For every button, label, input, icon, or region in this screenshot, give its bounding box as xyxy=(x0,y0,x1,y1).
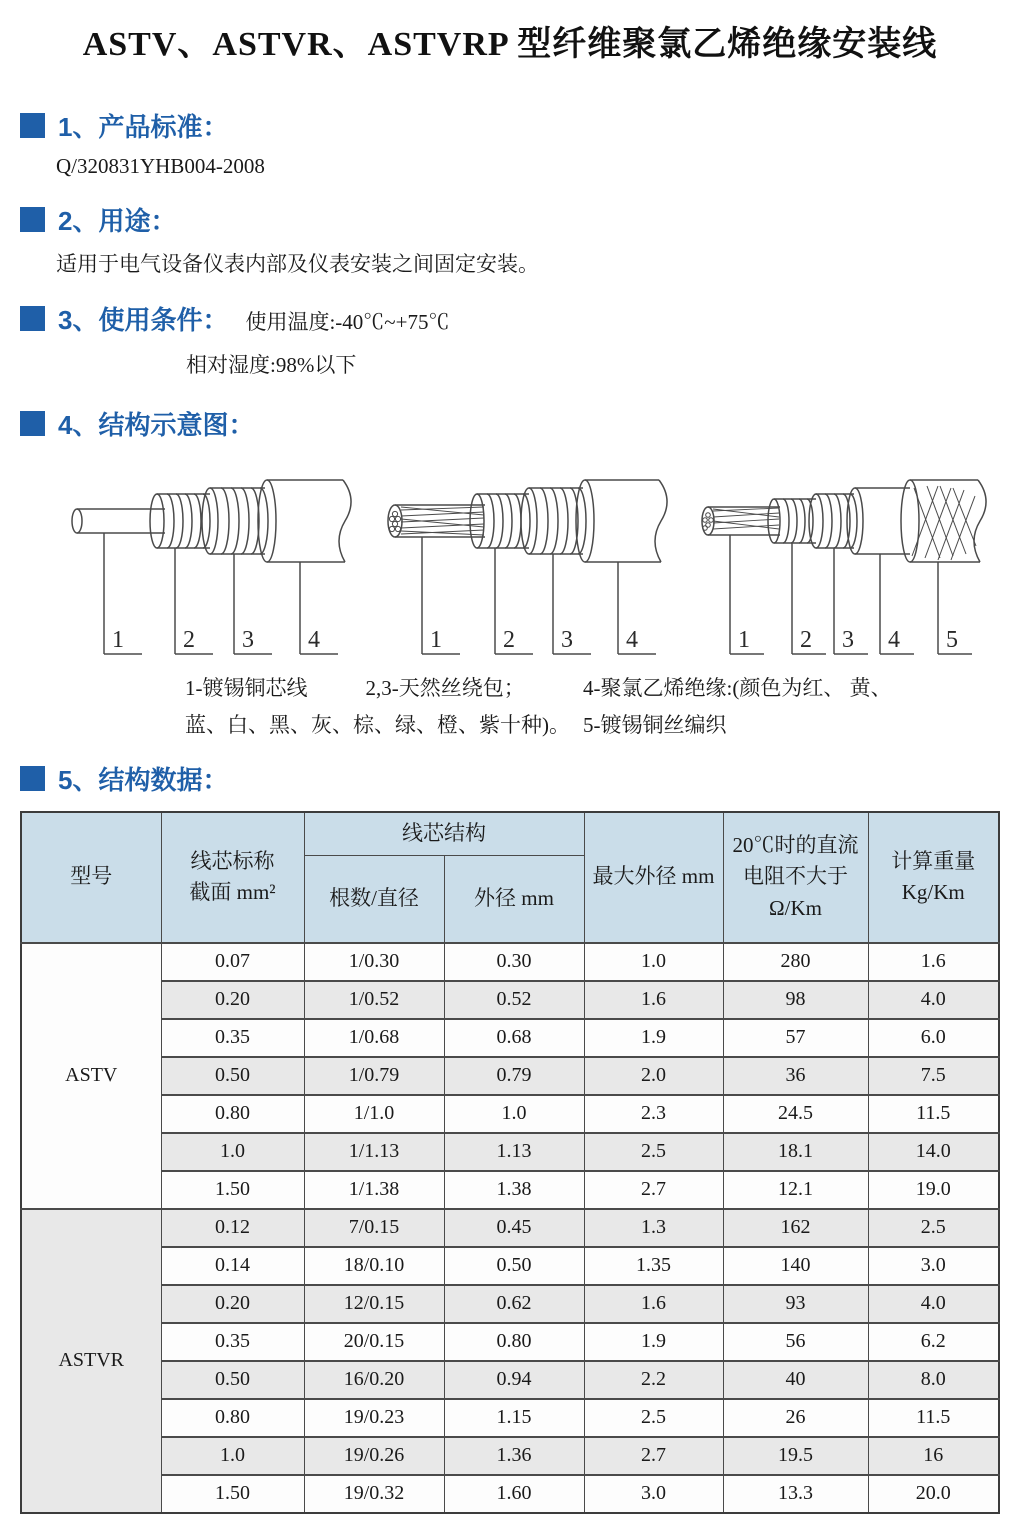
data-cell: 1/0.79 xyxy=(304,1057,444,1095)
caption-colors-cont: 蓝、白、黑、灰、棕、绿、橙、紫十种)。 xyxy=(185,712,570,737)
data-cell: 0.68 xyxy=(444,1019,584,1057)
data-cell: 0.45 xyxy=(444,1209,584,1247)
data-cell: 4.0 xyxy=(868,981,999,1019)
table-row xyxy=(21,943,999,981)
data-cell: 20.0 xyxy=(868,1475,999,1513)
diagram-label: 2 xyxy=(503,627,515,653)
diagram-label: 1 xyxy=(430,627,442,653)
table-row xyxy=(21,1133,999,1171)
data-cell: 1.60 xyxy=(444,1475,584,1513)
section-4-heading xyxy=(20,405,1020,442)
diagram-label: 3 xyxy=(842,627,854,653)
data-cell: 4.0 xyxy=(868,1285,999,1323)
data-cell: 1.0 xyxy=(444,1095,584,1133)
table-header xyxy=(21,812,999,943)
section-5-title: 5、结构数据： xyxy=(58,764,229,795)
data-cell: 1.9 xyxy=(584,1019,723,1057)
usage-text: 适用于电气设备仪表内部及仪表安装之间固定安装。 xyxy=(56,252,539,276)
caption-insulation: 4-聚氯乙烯绝缘:(颜色为红、 黄、 xyxy=(583,676,892,700)
data-cell: 1.9 xyxy=(584,1323,723,1361)
data-cell: 1.3 xyxy=(584,1209,723,1247)
data-cell: 0.20 xyxy=(161,1285,304,1323)
data-cell: 1/1.38 xyxy=(304,1171,444,1209)
diagram-captions xyxy=(185,670,1020,744)
data-cell: 0.35 xyxy=(161,1323,304,1361)
data-cell: 1/1.13 xyxy=(304,1133,444,1171)
data-cell: 1/0.52 xyxy=(304,981,444,1019)
section-3-heading xyxy=(20,300,1020,337)
structure-data-table-wrap xyxy=(20,811,1000,1514)
data-cell: 1/1.0 xyxy=(304,1095,444,1133)
table-row xyxy=(21,1323,999,1361)
data-cell: 3.0 xyxy=(868,1247,999,1285)
header-line: 线芯标称 xyxy=(190,848,275,873)
caption-core: 1-镀锡铜芯线 xyxy=(185,676,308,700)
data-cell: 2.7 xyxy=(584,1437,723,1475)
diagram-label: 2 xyxy=(800,627,812,653)
data-cell: 13.3 xyxy=(723,1475,868,1513)
data-cell: 2.2 xyxy=(584,1361,723,1399)
data-cell: 0.62 xyxy=(444,1285,584,1323)
data-cell: 20/0.15 xyxy=(304,1323,444,1361)
section-1-title: 1、产品标准： xyxy=(58,112,229,142)
header-line: 计算重量 xyxy=(891,848,976,873)
data-cell: 16/0.20 xyxy=(304,1361,444,1399)
data-cell: 7.5 xyxy=(868,1057,999,1095)
data-cell: 6.0 xyxy=(868,1019,999,1057)
product-standard-value: Q/320831YHB004-2008 xyxy=(56,154,265,178)
section-1-heading xyxy=(20,107,1020,144)
model-cell: ASTV xyxy=(21,943,161,1209)
col-header-max-od: 最大外径 mm xyxy=(584,812,723,943)
header-line: 电阻不大于 xyxy=(743,864,848,889)
col-header-core-structure: 线芯结构 xyxy=(304,812,584,856)
data-cell: 0.52 xyxy=(444,981,584,1019)
col-header-model: 型号 xyxy=(21,812,161,943)
cable-diagram-solid-core xyxy=(62,458,358,676)
header-line: 截面 mm² xyxy=(189,880,276,904)
table-row xyxy=(21,1057,999,1095)
data-cell: 12.1 xyxy=(723,1171,868,1209)
table-row xyxy=(21,1171,999,1209)
caption-line xyxy=(185,670,583,707)
caption-left-block xyxy=(185,670,583,744)
data-cell: 0.12 xyxy=(161,1209,304,1247)
data-cell: 1.0 xyxy=(161,1437,304,1475)
structure-data-table xyxy=(20,811,1000,1514)
data-cell: 1.0 xyxy=(161,1133,304,1171)
data-cell: 1.50 xyxy=(161,1475,304,1513)
data-cell: 2.3 xyxy=(584,1095,723,1133)
section-4-title: 4、结构示意图： xyxy=(58,410,255,440)
caption-wrap: 2,3-天然丝绕包； xyxy=(365,676,525,700)
data-cell: 8.0 xyxy=(868,1361,999,1399)
section-bullet-icon xyxy=(20,207,45,232)
data-cell: 1.0 xyxy=(584,943,723,981)
data-cell: 6.2 xyxy=(868,1323,999,1361)
data-cell: 1.50 xyxy=(161,1171,304,1209)
temperature-condition: 使用温度:-40℃~+75℃ xyxy=(245,309,450,334)
data-cell: 0.30 xyxy=(444,943,584,981)
data-cell: 1/0.30 xyxy=(304,943,444,981)
table-row xyxy=(21,1095,999,1133)
data-cell: 1.15 xyxy=(444,1399,584,1437)
page-title: ASTV、ASTVR、ASTVRP 型纤维聚氯乙烯绝缘安装线 xyxy=(82,26,938,63)
structure-diagrams xyxy=(62,458,992,676)
data-cell: 1.36 xyxy=(444,1437,584,1475)
data-cell: 98 xyxy=(723,981,868,1019)
data-cell: 0.50 xyxy=(444,1247,584,1285)
data-cell: 1.6 xyxy=(868,943,999,981)
data-cell: 0.94 xyxy=(444,1361,584,1399)
data-cell: 19.5 xyxy=(723,1437,868,1475)
data-cell: 16 xyxy=(868,1437,999,1475)
data-cell: 7/0.15 xyxy=(304,1209,444,1247)
data-cell: 2.0 xyxy=(584,1057,723,1095)
data-cell: 0.79 xyxy=(444,1057,584,1095)
section-bullet-icon xyxy=(20,766,45,791)
data-cell: 26 xyxy=(723,1399,868,1437)
table-row xyxy=(21,1285,999,1323)
table-row xyxy=(21,981,999,1019)
data-cell: 2.5 xyxy=(868,1209,999,1247)
data-cell: 11.5 xyxy=(868,1399,999,1437)
data-cell: 19/0.26 xyxy=(304,1437,444,1475)
data-cell: 18.1 xyxy=(723,1133,868,1171)
diagram-label: 3 xyxy=(561,627,573,653)
data-cell: 0.80 xyxy=(161,1095,304,1133)
caption-braid: 5-镀锡铜丝编织 xyxy=(583,712,727,737)
table-row xyxy=(21,1209,999,1247)
data-cell: 11.5 xyxy=(868,1095,999,1133)
diagram-label: 5 xyxy=(946,627,958,653)
table-row xyxy=(21,1475,999,1513)
data-cell: 14.0 xyxy=(868,1133,999,1171)
data-cell: 0.35 xyxy=(161,1019,304,1057)
data-cell: 0.80 xyxy=(161,1399,304,1437)
section-5-heading xyxy=(20,760,1020,797)
data-cell: 19/0.23 xyxy=(304,1399,444,1437)
section-2-heading xyxy=(20,201,1020,238)
cable-diagram-stranded-core xyxy=(377,458,673,676)
model-cell: ASTVR xyxy=(21,1209,161,1513)
table-row xyxy=(21,1399,999,1437)
data-cell: 56 xyxy=(723,1323,868,1361)
data-cell: 3.0 xyxy=(584,1475,723,1513)
data-cell: 2.7 xyxy=(584,1171,723,1209)
data-cell: 0.20 xyxy=(161,981,304,1019)
header-line: Kg/Km xyxy=(901,880,965,904)
data-cell: 0.14 xyxy=(161,1247,304,1285)
data-cell: 36 xyxy=(723,1057,868,1095)
data-cell: 0.50 xyxy=(161,1361,304,1399)
header-line: 20℃时的直流 xyxy=(732,832,859,857)
data-cell: 2.5 xyxy=(584,1133,723,1171)
cable-diagram-braided xyxy=(692,458,992,676)
table-row xyxy=(21,1361,999,1399)
data-cell: 57 xyxy=(723,1019,868,1057)
caption-right-block xyxy=(583,670,892,744)
table-row xyxy=(21,1247,999,1285)
diagram-label: 1 xyxy=(112,627,124,653)
data-cell: 1/0.68 xyxy=(304,1019,444,1057)
data-cell: 1.6 xyxy=(584,1285,723,1323)
data-cell: 24.5 xyxy=(723,1095,868,1133)
section-bullet-icon xyxy=(20,113,45,138)
data-cell: 1.35 xyxy=(584,1247,723,1285)
data-cell: 0.07 xyxy=(161,943,304,981)
data-cell: 2.5 xyxy=(584,1399,723,1437)
diagram-label: 1 xyxy=(738,627,750,653)
data-cell: 1.6 xyxy=(584,981,723,1019)
data-cell: 18/0.10 xyxy=(304,1247,444,1285)
col-header-strands: 根数/直径 xyxy=(304,855,444,943)
table-row xyxy=(21,1019,999,1057)
diagram-label: 4 xyxy=(308,627,320,653)
data-cell: 1.38 xyxy=(444,1171,584,1209)
data-cell: 162 xyxy=(723,1209,868,1247)
section-2-title: 2、用途： xyxy=(58,206,177,236)
diagram-label: 4 xyxy=(888,627,900,653)
data-cell: 280 xyxy=(723,943,868,981)
data-cell: 19/0.32 xyxy=(304,1475,444,1513)
diagram-label: 4 xyxy=(626,627,638,653)
col-header-weight xyxy=(868,812,999,943)
diagram-label: 2 xyxy=(183,627,195,653)
data-cell: 0.50 xyxy=(161,1057,304,1095)
col-header-core-od: 外径 mm xyxy=(444,855,584,943)
data-cell: 19.0 xyxy=(868,1171,999,1209)
humidity-condition: 相对湿度:98%以下 xyxy=(186,353,357,377)
data-cell: 1.13 xyxy=(444,1133,584,1171)
data-cell: 93 xyxy=(723,1285,868,1323)
diagram-label: 3 xyxy=(242,627,254,653)
table-row xyxy=(21,1437,999,1475)
data-cell: 0.80 xyxy=(444,1323,584,1361)
data-cell: 40 xyxy=(723,1361,868,1399)
section-bullet-icon xyxy=(20,411,45,436)
structure-table-body xyxy=(21,943,999,1513)
data-cell: 140 xyxy=(723,1247,868,1285)
data-cell: 12/0.15 xyxy=(304,1285,444,1323)
header-line: Ω/Km xyxy=(769,895,822,920)
col-header-cross-section xyxy=(161,812,304,943)
col-header-resistance xyxy=(723,812,868,943)
section-3-title: 3、使用条件： xyxy=(58,305,229,335)
section-bullet-icon xyxy=(20,306,45,331)
